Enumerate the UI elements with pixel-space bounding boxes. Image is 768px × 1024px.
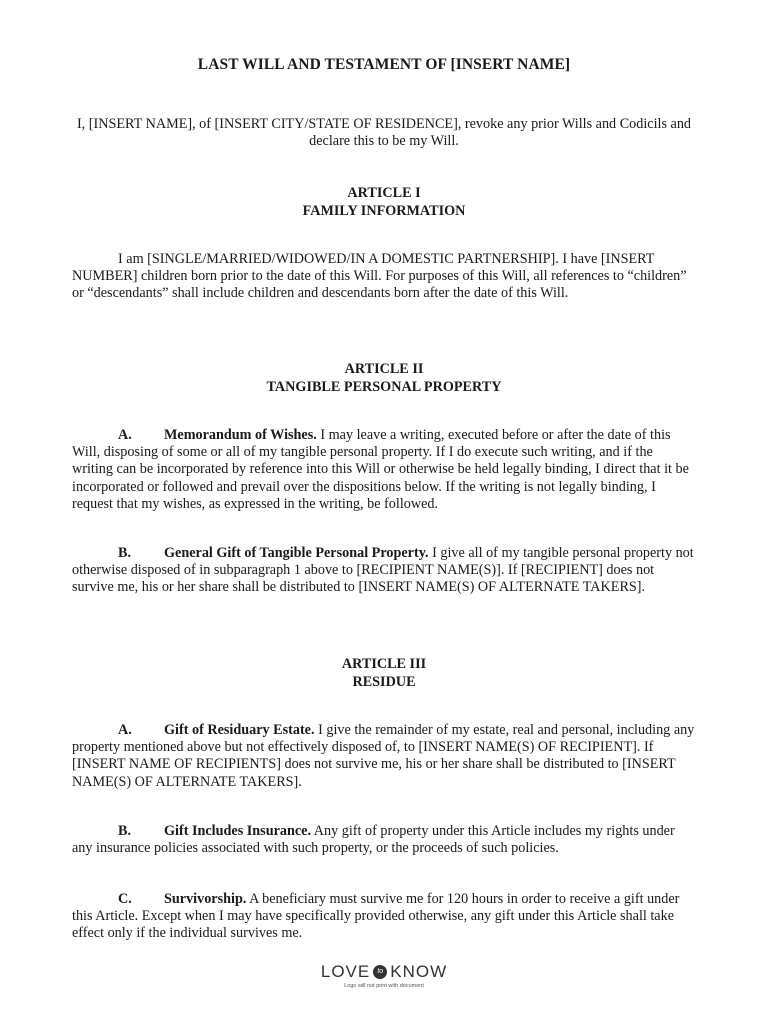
article-2-heading [0, 360, 768, 396]
article-2-title: TANGIBLE PERSONAL PROPERTY [266, 379, 502, 395]
section-letter: C. [118, 891, 132, 907]
section-letter: A. [118, 427, 132, 443]
logo-note: Logo will not print with document [344, 983, 424, 989]
article-3-section-c [72, 891, 696, 943]
section-title: Gift of Residuary Estate. [164, 722, 315, 738]
section-title: Gift Includes Insurance. [164, 823, 312, 839]
section-text: Any gift of property under this Article includes my rights under any insurance policies associated with such property, or the proceeds of such policies. [72, 823, 675, 857]
article-1-number: ARTICLE I [347, 185, 421, 201]
article-1-body: I am [SINGLE/MARRIED/WIDOWED/IN A DOMESTIC PARTNERSHIP]. I have [INSERT NUMBER] children born prior to the date of this Will. For purposes of this Will, all references to “children” or “descendants” shall include children and descendants born after the date of this Will. [72, 251, 687, 302]
logo-badge-icon: to [373, 965, 387, 979]
logo-wordmark [321, 962, 447, 982]
section-letter: B. [118, 545, 132, 561]
section-title: Survivorship. [164, 891, 247, 907]
article-3-heading [0, 655, 768, 691]
section-text: A beneficiary must survive me for 120 hours in order to receive a gift under this Article. Except when I may have specifically provided otherwise, any gift under this Article shall take effect only if the individual survives me. [72, 891, 680, 942]
section-title: Memorandum of Wishes. [164, 427, 317, 443]
article-2-section-b [72, 545, 696, 597]
section-title: General Gift of Tangible Personal Property. [164, 545, 429, 561]
article-1-heading [0, 184, 768, 220]
section-text: I may leave a writing, executed before or after the date of this Will, disposing of some or all of my tangible personal property. If I do execute such writing, and if the writing can be incorporated by reference into this Will or otherwise be held legally binding, I direct that it be incorporated or followed and prevail over the dispositions below. If the writing is not legally binding, I request that my wishes, as expressed in the writing, be followed. [72, 427, 689, 512]
article-1-title: FAMILY INFORMATION [302, 203, 466, 219]
article-2-number: ARTICLE II [344, 361, 424, 377]
logo-right-text: KNOW [390, 962, 448, 981]
document-title: LAST WILL AND TESTAMENT OF [INSERT NAME] [197, 56, 571, 73]
article-3-section-a [72, 722, 696, 791]
intro-paragraph: I, [INSERT NAME], of [INSERT CITY/STATE OF RESIDENCE], revoke any prior Wills and Codicils and declare this to be my Will. [76, 116, 692, 150]
article-3-title: RESIDUE [352, 674, 416, 690]
article-2-section-a [72, 427, 696, 513]
logo-left-text: LOVE [320, 962, 371, 981]
article-3-section-b [72, 823, 696, 857]
section-letter: A. [118, 722, 132, 738]
section-letter: B. [118, 823, 132, 839]
lovetoknow-logo [0, 962, 768, 989]
section-text: I give the remainder of my estate, real and personal, including any property mentioned above but not effectively disposed of, to [INSERT NAME(S) OF RECIPIENT]. If [INSERT NAME OF RECIPIENTS] does not survive me, his or her share shall be distributed to [INSERT NAME(S) OF ALTERNATE TAKERS]. [72, 722, 695, 790]
article-3-number: ARTICLE III [341, 656, 427, 672]
section-text: I give all of my tangible personal property not otherwise disposed of in subparagraph 1 above to [RECIPIENT NAME(S)]. If [RECIPIENT] does not survive me, his or her share shall be distributed to [INSERT NAME(S) OF ALTERNATE TAKERS]. [72, 545, 694, 596]
